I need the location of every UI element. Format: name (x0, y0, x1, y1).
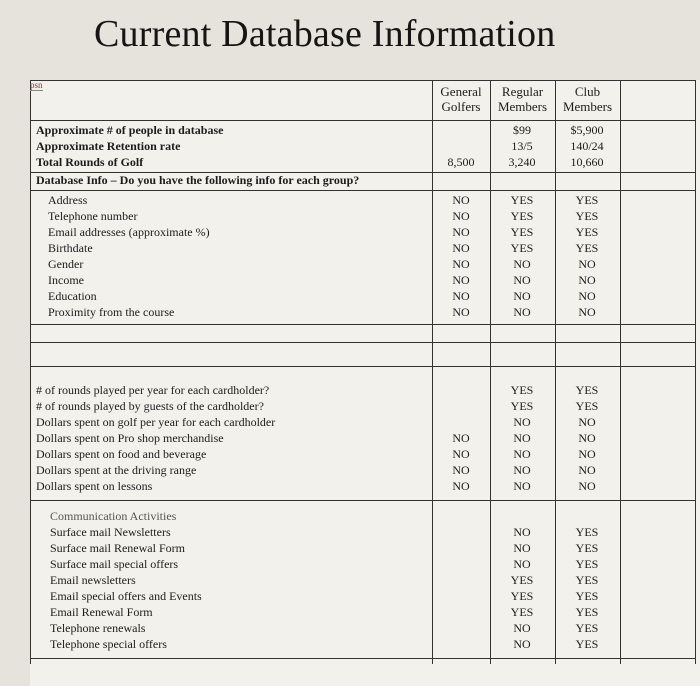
section1-value: YES (575, 241, 599, 255)
column-header-sub: Members (562, 99, 613, 114)
section1-value: YES (575, 209, 599, 223)
section2-label: Dollars spent on food and beverage (36, 447, 207, 461)
summary-value: 140/24 (570, 139, 604, 153)
section2-value: YES (575, 399, 599, 413)
summary-value: $99 (513, 123, 531, 137)
section2-value: NO (513, 431, 531, 445)
column-divider (30, 80, 31, 664)
section1-value: NO (452, 241, 470, 255)
section3-value: YES (510, 573, 534, 587)
section1-label: Email addresses (approximate %) (48, 225, 210, 239)
section1-value: NO (452, 257, 470, 271)
database-table (30, 80, 700, 686)
summary-label: Total Rounds of Golf (36, 155, 144, 169)
section1-value: NO (452, 209, 470, 223)
summary-value: 8,500 (447, 155, 475, 169)
section1-label: Income (48, 273, 84, 287)
section2-value: NO (452, 463, 470, 477)
row-divider (30, 120, 695, 121)
column-header: General (440, 84, 482, 99)
section3-label: Telephone special offers (50, 637, 167, 651)
section1-label: Birthdate (48, 241, 93, 255)
section1-value: NO (452, 273, 470, 287)
section1-value: NO (513, 305, 531, 319)
summary-label: Approximate Retention rate (36, 139, 181, 153)
section2-label: # of rounds played by guests of the cardholder? (36, 399, 264, 413)
section2-label: Dollars spent on Pro shop merchandise (36, 431, 224, 445)
row-divider (30, 324, 695, 325)
row-divider (30, 80, 695, 81)
section1-value: NO (452, 225, 470, 239)
column-header: Regular (501, 84, 544, 99)
section1-value: YES (510, 241, 534, 255)
section3-label: Surface mail Newsletters (50, 525, 171, 539)
summary-value: 13/5 (511, 139, 533, 153)
section2-value: NO (452, 447, 470, 461)
section1-value: NO (513, 257, 531, 271)
section2-value: NO (578, 431, 596, 445)
section3-value: NO (513, 557, 531, 571)
section1-value: NO (578, 257, 596, 271)
section-title: Communication Activities (50, 509, 177, 523)
section3-label: Surface mail Renewal Form (50, 541, 185, 555)
section3-value: YES (575, 573, 599, 587)
section2-value: NO (452, 479, 470, 493)
page-title: Current Database Information (94, 13, 556, 55)
section2-label: Dollars spent at the driving range (36, 463, 197, 477)
section1-value: NO (513, 273, 531, 287)
column-header-sub: Golfers (441, 99, 481, 114)
section2-value: NO (513, 463, 531, 477)
section2-value: NO (578, 479, 596, 493)
column-divider (620, 80, 621, 664)
section3-label: Email special offers and Events (50, 589, 202, 603)
section3-label: Telephone renewals (50, 621, 146, 635)
section3-value: YES (575, 541, 599, 555)
section2-value: NO (513, 479, 531, 493)
section1-label: Education (48, 289, 97, 303)
section3-value: YES (575, 621, 599, 635)
section3-label: Email Renewal Form (50, 605, 153, 619)
row-divider (30, 190, 695, 191)
corner-tag: psn (30, 80, 43, 90)
section2-value: NO (578, 447, 596, 461)
row-divider (30, 366, 695, 367)
section2-value: YES (575, 383, 599, 397)
section3-value: YES (510, 605, 534, 619)
section3-value: NO (513, 525, 531, 539)
section1-value: NO (452, 305, 470, 319)
section1-value: YES (510, 209, 534, 223)
section2-label: # of rounds played per year for each cardholder? (36, 383, 270, 397)
section-title: Database Info – Do you have the following info for each group? (36, 173, 360, 187)
section3-value: YES (575, 589, 599, 603)
section3-value: NO (513, 541, 531, 555)
section2-value: NO (578, 463, 596, 477)
section2-value: NO (513, 447, 531, 461)
section1-value: NO (452, 193, 470, 207)
column-divider (555, 80, 556, 664)
section1-label: Telephone number (48, 209, 138, 223)
summary-value: $5,900 (570, 123, 604, 137)
section1-label: Proximity from the course (48, 305, 175, 319)
section1-value: NO (578, 305, 596, 319)
column-divider (695, 80, 696, 664)
row-divider (30, 342, 695, 343)
section1-value: NO (578, 273, 596, 287)
section1-value: YES (510, 193, 534, 207)
section3-value: NO (513, 637, 531, 651)
column-header: Club (574, 84, 601, 99)
section3-value: YES (510, 589, 534, 603)
section1-label: Gender (48, 257, 84, 271)
section2-value: NO (578, 415, 596, 429)
section2-value: NO (513, 415, 531, 429)
section1-label: Address (48, 193, 88, 207)
section3-value: YES (575, 557, 599, 571)
section1-value: NO (513, 289, 531, 303)
section1-value: NO (578, 289, 596, 303)
summary-value: 10,660 (570, 155, 604, 169)
summary-value: 3,240 (508, 155, 536, 169)
section2-value: NO (452, 431, 470, 445)
section2-value: YES (510, 399, 534, 413)
section1-value: YES (510, 225, 534, 239)
section1-value: YES (575, 193, 599, 207)
row-divider (30, 658, 695, 659)
section3-value: NO (513, 621, 531, 635)
section3-label: Email newsletters (50, 573, 136, 587)
section3-label: Surface mail special offers (50, 557, 179, 571)
section3-value: YES (575, 637, 599, 651)
section3-value: YES (575, 605, 599, 619)
section3-value: YES (575, 525, 599, 539)
row-divider (30, 500, 695, 501)
section1-value: NO (452, 289, 470, 303)
summary-label: Approximate # of people in database (36, 123, 224, 137)
column-header-sub: Members (497, 99, 548, 114)
section2-label: Dollars spent on lessons (36, 479, 153, 493)
section1-value: YES (575, 225, 599, 239)
section2-value: YES (510, 383, 534, 397)
section2-label: Dollars spent on golf per year for each cardholder (36, 415, 276, 429)
